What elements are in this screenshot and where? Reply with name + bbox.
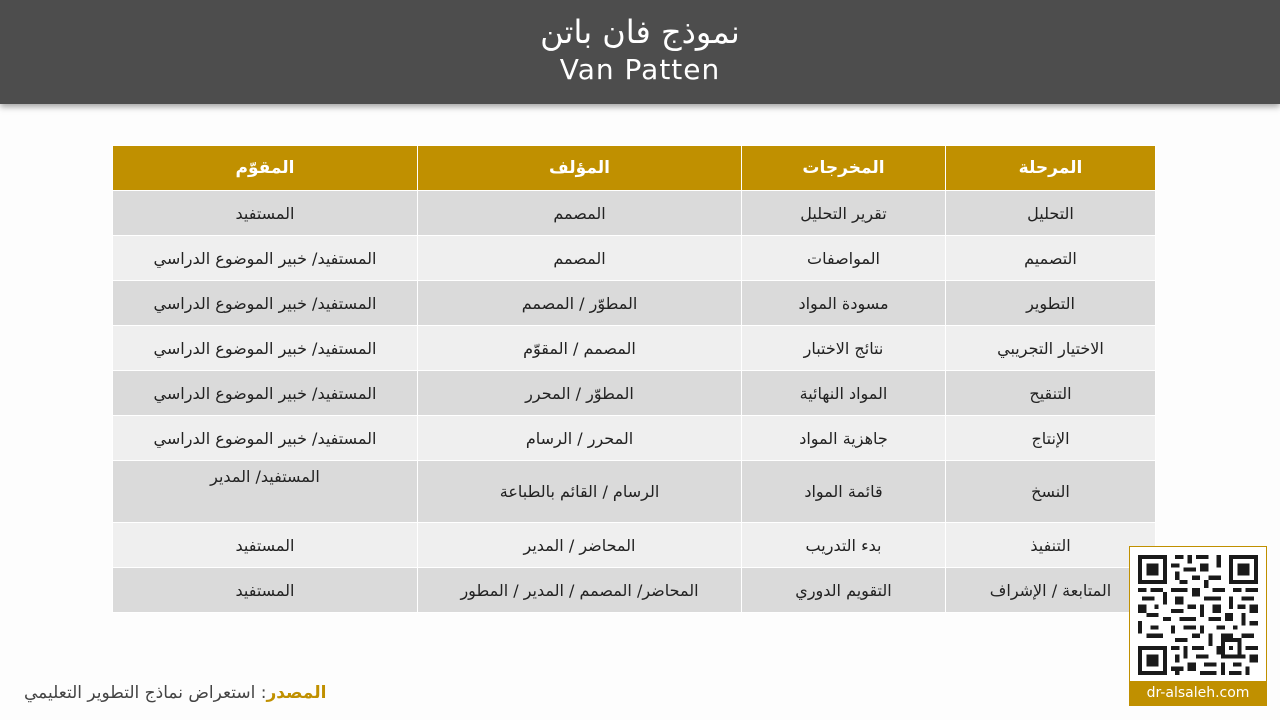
cell-evaluator: المستفيد/ خبير الموضوع الدراسي: [113, 236, 418, 281]
table-row: [113, 523, 1156, 568]
cell-author: المطوّر / المصمم: [418, 281, 742, 326]
table-row: [113, 326, 1156, 371]
cell-evaluator: المستفيد: [113, 191, 418, 236]
cell-author: المحاضر/ المصمم / المدير / المطور: [418, 568, 742, 613]
cell-outputs: نتائج الاختبار: [742, 326, 946, 371]
header-evaluator: المقوّم: [113, 146, 418, 191]
page-title-arabic: نموذج فان باتن: [540, 13, 740, 51]
cell-phase: التطوير: [946, 281, 1156, 326]
header-author: المؤلف: [418, 146, 742, 191]
table-row: [113, 281, 1156, 326]
table-row: [113, 236, 1156, 281]
cell-evaluator: المستفيد/ خبير الموضوع الدراسي: [113, 326, 418, 371]
cell-evaluator: المستفيد: [113, 523, 418, 568]
cell-author: المصمم: [418, 191, 742, 236]
table-row: [113, 568, 1156, 613]
source-label: المصدر: [266, 683, 327, 703]
cell-evaluator: المستفيد/ المدير: [113, 461, 418, 523]
title-banner: [0, 0, 1280, 104]
source-citation: [24, 683, 326, 703]
cell-phase: الاختيار التجريبي: [946, 326, 1156, 371]
table-row: [113, 371, 1156, 416]
cell-author: المحرر / الرسام: [418, 416, 742, 461]
cell-author: المطوّر / المحرر: [418, 371, 742, 416]
cell-evaluator: المستفيد/ خبير الموضوع الدراسي: [113, 416, 418, 461]
cell-author: الرسام / القائم بالطباعة: [418, 461, 742, 523]
source-text: : استعراض نماذج التطوير التعليمي: [24, 683, 267, 703]
cell-outputs: مسودة المواد: [742, 281, 946, 326]
table-row: [113, 416, 1156, 461]
cell-outputs: تقرير التحليل: [742, 191, 946, 236]
cell-outputs: قائمة المواد: [742, 461, 946, 523]
page-title-english: Van Patten: [559, 53, 721, 86]
cell-phase: التحليل: [946, 191, 1156, 236]
qr-code-icon: [1138, 555, 1258, 675]
cell-outputs: جاهزية المواد: [742, 416, 946, 461]
cell-phase: التنفيذ: [946, 523, 1156, 568]
cell-outputs: المواد النهائية: [742, 371, 946, 416]
cell-phase: النسخ: [946, 461, 1156, 523]
qr-code-card[interactable]: [1129, 546, 1267, 706]
cell-phase: المتابعة / الإشراف: [946, 568, 1156, 613]
table-row: [113, 461, 1156, 523]
cell-author: المحاضر / المدير: [418, 523, 742, 568]
cell-outputs: بدء التدريب: [742, 523, 946, 568]
website-label[interactable]: dr-alsaleh.com: [1130, 681, 1266, 705]
cell-evaluator: المستفيد: [113, 568, 418, 613]
cell-outputs: التقويم الدوري: [742, 568, 946, 613]
table-header-row: [113, 146, 1156, 191]
header-phase: المرحلة: [946, 146, 1156, 191]
cell-author: المصمم: [418, 236, 742, 281]
cell-phase: التنقيح: [946, 371, 1156, 416]
table-row: [113, 191, 1156, 236]
header-outputs: المخرجات: [742, 146, 946, 191]
cell-outputs: المواصفات: [742, 236, 946, 281]
van-patten-table: [112, 145, 1156, 613]
cell-phase: الإنتاج: [946, 416, 1156, 461]
cell-phase: التصميم: [946, 236, 1156, 281]
cell-author: المصمم / المقوّم: [418, 326, 742, 371]
cell-evaluator: المستفيد/ خبير الموضوع الدراسي: [113, 371, 418, 416]
cell-evaluator: المستفيد/ خبير الموضوع الدراسي: [113, 281, 418, 326]
